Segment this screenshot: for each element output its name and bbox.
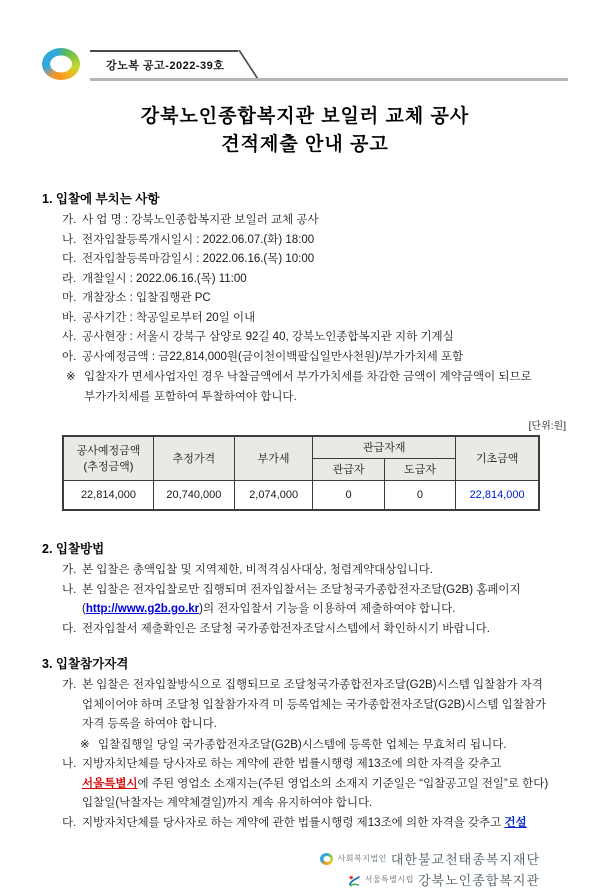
- item-text: 공사기간 : 착공일로부터 20일 이내: [82, 311, 256, 324]
- item-text: 전자입찰등록마감일시 : 2022.06.16.(목) 10:00: [82, 253, 315, 265]
- text-run: 지방자치단체를 당사자로 하는 계약에 관한 법률시행령 제13조에 의한 자격을 갖추고: [82, 816, 505, 829]
- estimate-amount-table: [62, 435, 540, 511]
- item-text: 전자입찰등록개시일시 : 2022.06.07.(화) 18:00: [82, 233, 315, 246]
- list-item: [62, 309, 568, 329]
- item-text: 공사현장 : 서울시 강북구 삼양로 92길 40, 강북노인종합복지관 지하 기계실: [82, 331, 454, 343]
- item-label: 나.: [62, 758, 77, 770]
- seoul-city-emphasis: 서울특별시: [82, 777, 138, 790]
- section2-heading: 2. 입찰방법: [42, 542, 105, 556]
- note-symbol: ※: [66, 371, 76, 383]
- section-bid-qualification: [42, 654, 568, 833]
- item-label: 다.: [62, 816, 77, 829]
- list-item: [62, 211, 568, 231]
- item-text: 본 입찰은 전자입찰방식으로 집행되므로 조달청국가종합전자조달(G2B)시스템 입찰참가 자격 업체이어야 하며 조달청 입찰참가자격 미 등록업체는 국가종합전자조달(G2B)시스템 입찰참가 자격 등록을 하여야 합니다.: [82, 679, 547, 730]
- list-item: [62, 581, 568, 620]
- item-label: 나.: [62, 583, 77, 596]
- item-text: 사 업 명 : 강북노인종합복지관 보일러 교체 공사: [82, 214, 319, 226]
- section-bid-overview: [42, 189, 568, 407]
- cell-estimated-price: 20,740,000: [153, 480, 234, 510]
- document-footer: [42, 849, 568, 889]
- header-supplier: 관급자: [313, 458, 384, 480]
- g2b-homepage-link[interactable]: http://www.g2b.go.kr: [85, 603, 200, 615]
- note-symbol: ※: [80, 738, 90, 751]
- document-header: [42, 46, 568, 81]
- seoul-city-icon: [348, 874, 361, 886]
- registration-note: [62, 736, 568, 756]
- org2-name: 강북노인종합복지관: [417, 873, 540, 888]
- item-label: 가.: [62, 679, 77, 691]
- section2-items: [42, 561, 568, 639]
- item-label: 가.: [62, 214, 77, 226]
- text-run: )의 전자입찰서 기능을 이용하여 제출하여야 합니다.: [199, 603, 456, 615]
- list-item: [62, 270, 568, 290]
- list-item: [62, 814, 568, 834]
- item-label: 다.: [62, 253, 77, 265]
- header-rule: [90, 50, 568, 81]
- notice-number: 강노복 공고-2022-39호: [106, 60, 225, 72]
- swirl-ring-logo-icon: [320, 853, 333, 865]
- construction-emphasis: 건설: [504, 816, 527, 829]
- item-text: [82, 581, 568, 620]
- swirl-ring-logo-hole: [50, 56, 72, 73]
- item-label: 사.: [62, 331, 77, 343]
- section1-items: [42, 211, 568, 367]
- header-subtext: (추정금액): [83, 461, 134, 474]
- list-item: [62, 561, 568, 581]
- cell-vat: 2,074,000: [234, 480, 313, 510]
- item-text: 전자입찰서 제출확인은 조달청 국가종합전자조달시스템에서 확인하시기 바랍니다.: [82, 622, 490, 635]
- footer-org-1: [320, 849, 540, 868]
- table-header-row-1: [63, 436, 539, 458]
- text-run: 에 주된 영업소 소재지는(주된 영업소의 소재지 기준일은 “입찰공고일 전일”로 한다) 입찰일(낙찰자는 계약체결일)까지 계속 유지하여야 합니다.: [82, 777, 549, 809]
- section3-items: [42, 676, 568, 833]
- cell-supplier: 0: [313, 480, 384, 510]
- footer-org-2: [348, 870, 540, 889]
- list-item: [62, 755, 568, 814]
- list-item: [62, 676, 568, 735]
- item-text: 본 입찰은 총액입찰 및 지역제한, 비적격심사대상, 청렴계약대상입니다.: [82, 564, 433, 576]
- item-text: 개찰일시 : 2022.06.16.(목) 11:00: [82, 272, 247, 285]
- page-title-line1: 강북노인종합복지관 보일러 교체 공사: [140, 106, 470, 127]
- cell-base-amount: 22,814,000: [456, 480, 539, 510]
- text-run: 지방자치단체를 당사자로 하는 계약에 관한 법률시행령 제13조에 의한 자격을 갖추고: [82, 758, 502, 770]
- header-estimated-amount: [63, 436, 153, 480]
- section3-heading: 3. 입찰참가자격: [42, 657, 129, 671]
- list-item: [62, 620, 568, 640]
- org1-name: 대한불교천태종복지재단: [390, 852, 540, 867]
- list-item: [62, 250, 568, 270]
- item-label: 아.: [62, 350, 77, 363]
- header-vat: 부가세: [234, 436, 313, 480]
- list-item: [62, 231, 568, 251]
- list-item: [62, 328, 568, 348]
- vat-note: [42, 368, 568, 407]
- section1-heading: 1. 입찰에 부치는 사항: [42, 192, 160, 206]
- item-label: 나.: [62, 233, 77, 246]
- item-text: 개찰장소 : 입찰집행관 PC: [82, 292, 211, 304]
- notice-number-tab: [90, 50, 238, 73]
- list-item: [62, 348, 568, 368]
- note-text: 입찰자가 면세사업자인 경우 낙찰금액에서 부가가치세를 차감한 금액이 계약금액이 되므로 부가가치세를 포함하여 투찰하여야 합니다.: [84, 371, 532, 403]
- cell-estimated-amount: 22,814,000: [63, 480, 153, 510]
- item-text: 공사예정금액 : 금22,814,000원(금이천이백팔십일만사천원)/부가가치세 포함: [82, 350, 464, 363]
- org1-prefix: 사회복지법인: [337, 854, 387, 863]
- note-text: 입찰집행일 당일 국가종합전자조달(G2B)시스템에 등록한 업체는 무효처리 됩니다.: [98, 738, 507, 751]
- item-label: 바.: [62, 311, 77, 324]
- item-label: 라.: [62, 272, 77, 285]
- list-item: [62, 289, 568, 309]
- item-label: 가.: [62, 564, 77, 576]
- item-label: 마.: [62, 292, 77, 304]
- header-text: 공사예정금액: [76, 445, 141, 458]
- header-base-amount: 기초금액: [456, 436, 539, 480]
- cell-contractor: 0: [384, 480, 455, 510]
- tab-slash-divider: [238, 50, 258, 78]
- table-unit-label: [단위:원]: [528, 421, 566, 432]
- item-text: [82, 755, 568, 814]
- org2-prefix: 서울특별시립: [364, 875, 414, 884]
- header-estimated-price: 추정가격: [153, 436, 234, 480]
- swirl-ring-logo-icon: [42, 48, 80, 80]
- section-bid-method: [42, 539, 568, 639]
- text-run: 본 입찰은 전자입찰로만 집행되며 전자입찰서는 조달청국가종합전자조달(G2B) 홈페이지(: [82, 583, 521, 615]
- item-label: 다.: [62, 622, 77, 635]
- header-supplied-materials-group: 관급자재: [313, 436, 456, 458]
- page-title-line2: 견적제출 안내 공고: [221, 134, 389, 155]
- header-contractor: 도급자: [384, 458, 455, 480]
- page-title: [42, 103, 568, 159]
- table-data-row: [63, 480, 539, 510]
- item-text: [82, 814, 568, 834]
